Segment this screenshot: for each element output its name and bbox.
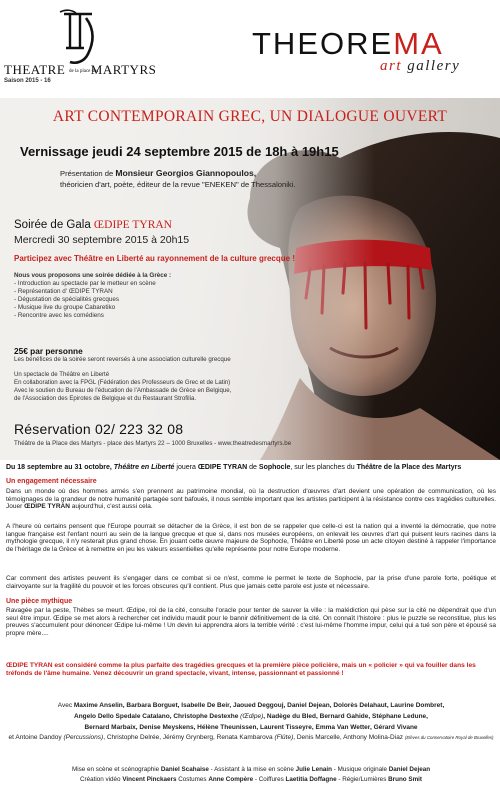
gala-heading: Soirée de Gala ŒDIPE TYRAN [14, 219, 172, 231]
presentation-text: Présentation de Monsieur Georgios Giannopoulos, théoricien d'art, poète, éditeur de la revue "ENEKEN" de Thessaloniki. [60, 168, 296, 189]
paragraph: A l'heure où certains pensent que l'Europe pourrait se détacher de la Grèce, il est bon de se rappeler que celle-ci est la nation qui a inventé la démocratie, que notre langue française est l'enfant nourri au sein de la langue grecque et que si, dans nos musées européens, on enlevait les œuvres d'art qui puisent leurs racines dans la mythologie grecque, il n'y resterait plus grand chose. En jouant cette œuvre majeure de Sophocle, Théâtre en Liberté pose un acte citoyen destiné à rappeler l'importance de l'héritage de la Grèce et à remettre en jeu les valeurs essentielles qu'elle représente pour notre Europe moderne. [6, 523, 496, 554]
crew-credits: Mise en scène et scénographie Daniel Scahaise - Assistant à la mise en scène Julie Lenain - Musique originale Daniel Dejean Création vidéo Vincent Pinckaers Costumes Anne Compère - Coiffures Laetitia Doffagne - Régie/Lumières Bruno Smit [71, 766, 431, 784]
header [0, 0, 500, 98]
program-item: - Rencontre avec les comédiens [14, 312, 104, 320]
hero-banner [0, 98, 500, 460]
program-item: - Dégustation de spécialités grecques [14, 296, 120, 304]
credits-support: Un spectacle de Théâtre en Liberté En collaboration avec la FPGL (Fédération des Professeurs de Grec et de Latin) Avec le soutien du Bureau de l'éducation de l'Ambassade de Grèce en Belgique, de l'Association des Epirotes de Belgique et du Restaurant Strofilia. [14, 371, 232, 402]
section-heading-piece: Une pièce mythique [6, 598, 73, 605]
theatre-season: Saison 2015 - 16 [4, 78, 51, 84]
program-item: - Introduction au spectacle par le metteur en scène [14, 280, 156, 288]
program-list [14, 272, 171, 321]
participez-callout: Participez avec Théâtre en Liberté au rayonnement de la culture grecque ! [14, 254, 295, 263]
gala-date: Mercredi 30 septembre 2015 à 20h15 [14, 234, 190, 246]
theatre-name: THEATRE de la place des MARTYRS [4, 62, 157, 77]
program-item: - Représentation d' ŒDIPE TYRAN [14, 288, 113, 296]
program-heading: Nous vous proposons une soirée dédiée à la Grèce : [14, 272, 172, 279]
reservation-phone[interactable]: Réservation 02/ 223 32 08 [14, 421, 184, 437]
theatre-name-small: de la place des [69, 68, 99, 74]
paragraph: Car comment des artistes peuvent ils s'engager dans ce combat si ce n'est, comme le permet le texte de Sophocle, par la prise d'une parole forte, poétique et clairvoyante sur la fragilité du pouvoir et les forces obscures qu'il contient. Plus que jamais cette parole est juste et nécessaire. [6, 575, 496, 590]
price: 25€ par personne [14, 346, 83, 356]
theorema-subtitle: art gallery [380, 58, 461, 74]
theorema-title: THEOREMA [252, 26, 444, 61]
vernissage-date: Vernissage jeudi 24 septembre 2015 de 18h à 19h15 [20, 144, 339, 159]
program-item: - Musique live du groupe Cabaretiko [14, 304, 116, 312]
exhibition-title: ART CONTEMPORAIN GREC, UN DIALOGUE OUVERT [52, 108, 448, 125]
venue-address[interactable]: Théâtre de la Place des Martyrs - place des Martyrs 22 – 1000 Bruxelles - www.theatredesmartyrs.be [14, 440, 292, 447]
paragraph: Dans un monde où des hommes armés s'en prennent au patrimoine mondial, où la destruction d'œuvres d'art devient une opération de communication, où les témoignages de la grandeur de notre humanité partagée sont bafoués, il nous semble important que les artistes participent à la résistance contre ces tragédies culturelles. Jouer ŒDIPE TYRAN aujourd'hui, c'est aussi cela. [6, 488, 496, 511]
closing-statement: ŒDIPE TYRAN est considéré comme la plus parfaite des tragédies grecques et la première pièce policière, mais un « policier » qui va fouiller dans les tréfonds de l'âme humaine. Venez découvrir un grand spectacle, vivant, intense, passionnant et passionné ! [6, 662, 476, 677]
paragraph: Ravagée par la peste, Thèbes se meurt. Œdipe, roi de la cité, consulte l'oracle pour tenter de sauver la ville : la malédiction qui pèse sur la cité ne dépendrait que d'un seul être impur. Œdipe se met alors à rechercher cet individu maudit pour le bannir définitivement de la cité. On connaît l'histoire : plus le puzzle se reconstitue, plus les preuves s'accumulent pour dénoncer Œdipe lui-même ! Un devin lui apprendra alors la terrible vérité : c'est lui-même l'homme impur, celui qui a tué son père et épousé sa propre mère.... [6, 607, 496, 638]
section-heading-engagement: Un engagement nécessaire [6, 478, 97, 485]
price-note: Les bénéfices de la soirée seront reversés à une association culturelle grecque [14, 356, 231, 363]
cast-credits: Avec Maxime Anselin, Barbara Borguet, Isabelle De Beir, Jaoued Deggouj, Daniel Dejean, Dolorès Delahaut, Laurine Dombret, Angelo Dello Spedale Catalano, Christophe Destexhe (Œdipe), Nadège du Bled, Bernard Gahide, Stéphane Ledune, Bernard Marbaix, Denise Meyskens, Hélène Theunissen, Laurent Tisseyre, Emma Van Wetter, Gérard Vivane et Antoine Dandoy (Percussions), Christophe Delrée, Jérémy Grynberg, Renata Kambarova (Flûte), Denis Marcelle, Anthony Molina-Diaz (Elèves du Conservatoire Royal de Bruxelles) [8, 702, 494, 742]
theatre-monogram-logo [58, 8, 98, 66]
lead-line: Du 18 septembre au 31 octobre, Théâtre en Liberté jouera ŒDIPE TYRAN de Sophocle, sur les planches du Théâtre de la Place des Martyrs [6, 464, 462, 471]
